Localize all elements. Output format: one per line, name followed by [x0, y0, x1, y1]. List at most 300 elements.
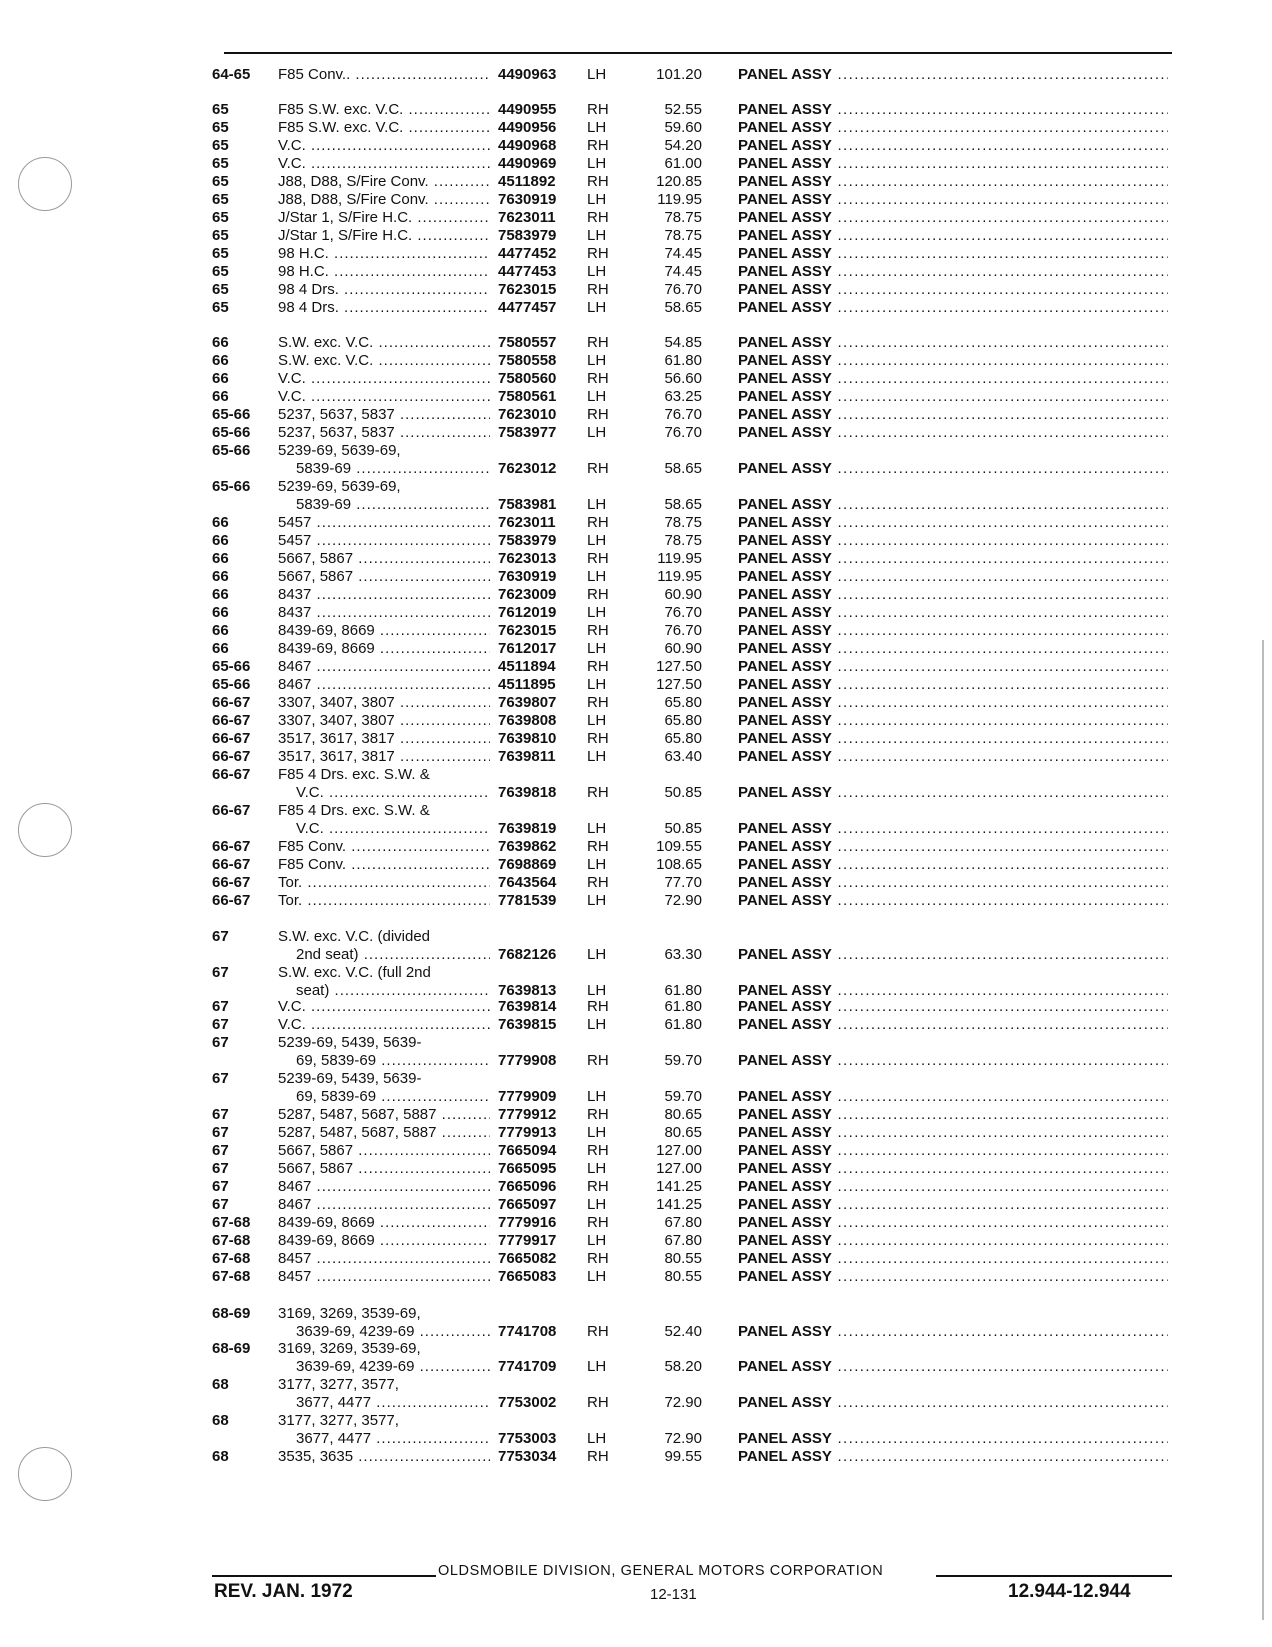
model-description: S.W. exc. V.C. ..... [278, 352, 490, 370]
model-year: 66 [212, 532, 229, 549]
part-name: PANEL ASSY ..... [738, 1178, 1168, 1196]
table-row [0, 334, 1272, 352]
table-row [0, 1160, 1272, 1178]
model-description: V.C. ..... [278, 388, 490, 406]
side: RH [587, 586, 609, 603]
model-description: 5667, 5867 ..... [278, 1142, 490, 1160]
table-row [0, 622, 1272, 640]
part-number: 7623012 [498, 460, 557, 477]
part-number: 7583979 [498, 227, 557, 244]
part-name: PANEL ASSY ..... [738, 424, 1168, 442]
model-description: 5457 ..... [278, 532, 490, 550]
part-name: PANEL ASSY ..... [738, 1232, 1168, 1250]
model-description: 5239-69, 5439, 5639- [278, 1034, 422, 1051]
price: 54.85 [664, 334, 702, 351]
model-description: F85 4 Drs. exc. S.W. & [278, 766, 430, 783]
part-name: PANEL ASSY ..... [738, 586, 1168, 604]
side: RH [587, 622, 609, 639]
model-description: 5239-69, 5639-69, [278, 442, 401, 459]
part-number: 7665082 [498, 1250, 557, 1267]
table-row [0, 1106, 1272, 1124]
side: LH [587, 856, 607, 873]
model-description: 3177, 3277, 3577, [278, 1376, 399, 1393]
part-name: PANEL ASSY ..... [738, 874, 1168, 892]
part-number: 7741709 [498, 1358, 557, 1375]
side: RH [587, 406, 609, 423]
model-year: 66 [212, 334, 229, 351]
price: 63.40 [664, 748, 702, 765]
model-description: 3517, 3617, 3817 ..... [278, 748, 490, 766]
part-number: 4490968 [498, 137, 557, 154]
model-description: 3169, 3269, 3539-69, [278, 1305, 421, 1322]
price: 52.40 [664, 1323, 702, 1340]
part-number: 4490969 [498, 155, 557, 172]
table-row [0, 245, 1272, 263]
side: RH [587, 1214, 609, 1231]
part-number: 7698869 [498, 856, 557, 873]
side: RH [587, 1178, 609, 1195]
model-description: 98 H.C. ..... [278, 263, 490, 281]
part-name: PANEL ASSY ..... [738, 1250, 1168, 1268]
model-year: 65 [212, 263, 229, 280]
part-name: PANEL ASSY ..... [738, 532, 1168, 550]
part-name: PANEL ASSY ..... [738, 1430, 1168, 1448]
side: LH [587, 155, 607, 172]
table-row [0, 66, 1272, 84]
part-number: 7643564 [498, 874, 557, 891]
side: LH [587, 532, 607, 549]
part-number: 7639813 [498, 982, 557, 999]
model-description-continued: 3677, 4477 ..... [296, 1394, 490, 1412]
side: LH [587, 1016, 607, 1033]
part-name: PANEL ASSY ..... [738, 982, 1168, 1000]
price: 58.20 [664, 1358, 702, 1375]
price: 80.65 [664, 1124, 702, 1141]
price: 127.50 [656, 676, 702, 693]
table-row-continuation [0, 1412, 1272, 1430]
model-description-continued: 69, 5839-69 ..... [296, 1052, 490, 1070]
part-name: PANEL ASSY ..... [738, 137, 1168, 155]
side: RH [587, 334, 609, 351]
table-row [0, 263, 1272, 281]
model-description: 5457 ..... [278, 514, 490, 532]
model-description: 8467 ..... [278, 1196, 490, 1214]
table-row [0, 694, 1272, 712]
model-year: 65 [212, 209, 229, 226]
model-year: 66 [212, 604, 229, 621]
price: 65.80 [664, 694, 702, 711]
part-number: 7583979 [498, 532, 557, 549]
model-description: 8467 ..... [278, 1178, 490, 1196]
side: LH [587, 1232, 607, 1249]
model-year: 68 [212, 1448, 229, 1465]
model-description: S.W. exc. V.C. (divided [278, 928, 431, 945]
table-row [0, 856, 1272, 874]
part-number: 7623015 [498, 622, 557, 639]
part-number: 7612017 [498, 640, 557, 657]
part-name: PANEL ASSY ..... [738, 550, 1168, 568]
part-number: 7779909 [498, 1088, 557, 1105]
model-year: 66-67 [212, 766, 251, 783]
model-year: 66 [212, 388, 229, 405]
part-number: 4511892 [498, 173, 556, 190]
table-row [0, 1124, 1272, 1142]
part-name: PANEL ASSY ..... [738, 1016, 1168, 1034]
footer-division: OLDSMOBILE DIVISION, GENERAL MOTORS CORPORATION [438, 1563, 884, 1579]
part-number: 4477457 [498, 299, 557, 316]
model-year: 64-65 [212, 66, 251, 83]
table-row [0, 1088, 1272, 1106]
model-description-continued: 5839-69 ..... [296, 460, 490, 478]
side: LH [587, 946, 607, 963]
part-name: PANEL ASSY ..... [738, 173, 1168, 191]
price: 58.65 [664, 299, 702, 316]
model-year: 65 [212, 227, 229, 244]
side: RH [587, 838, 609, 855]
model-description: 8437 ..... [278, 586, 490, 604]
price: 61.80 [664, 352, 702, 369]
price: 76.70 [664, 622, 702, 639]
table-row [0, 1250, 1272, 1268]
table-row [0, 155, 1272, 173]
price: 59.60 [664, 119, 702, 136]
price: 74.45 [664, 263, 702, 280]
price: 50.85 [664, 784, 702, 801]
side: LH [587, 227, 607, 244]
table-row-continuation [0, 1376, 1272, 1394]
model-year: 66-67 [212, 874, 251, 891]
side: LH [587, 191, 607, 208]
part-number: 7583981 [498, 496, 557, 513]
part-name: PANEL ASSY ..... [738, 730, 1168, 748]
part-number: 7583977 [498, 424, 557, 441]
model-description-continued: V.C. ..... [296, 820, 490, 838]
part-name: PANEL ASSY ..... [738, 119, 1168, 137]
part-number: 7623010 [498, 406, 557, 423]
model-description: 5287, 5487, 5687, 5887 ..... [278, 1124, 490, 1142]
model-year: 65-66 [212, 658, 251, 675]
part-name: PANEL ASSY ..... [738, 856, 1168, 874]
model-year: 65 [212, 281, 229, 298]
table-row [0, 1016, 1272, 1034]
price: 63.25 [664, 388, 702, 405]
model-description: V.C. ..... [278, 155, 490, 173]
table-row-continuation [0, 964, 1272, 982]
side: LH [587, 892, 607, 909]
table-row [0, 1052, 1272, 1070]
table-row [0, 227, 1272, 245]
model-year: 65-66 [212, 424, 251, 441]
model-description: Tor. ..... [278, 874, 490, 892]
price: 127.00 [656, 1160, 702, 1177]
price: 61.00 [664, 155, 702, 172]
model-year: 65-66 [212, 406, 251, 423]
part-number: 7639814 [498, 998, 557, 1015]
footer-rule-left [212, 1575, 436, 1577]
part-number: 7753002 [498, 1394, 557, 1411]
model-description: 3177, 3277, 3577, [278, 1412, 399, 1429]
table-row-continuation [0, 1034, 1272, 1052]
model-description: 3307, 3407, 3807 ..... [278, 694, 490, 712]
price: 141.25 [656, 1178, 702, 1195]
price: 74.45 [664, 245, 702, 262]
table-row [0, 299, 1272, 317]
price: 76.70 [664, 424, 702, 441]
table-row [0, 892, 1272, 910]
part-number: 7623011 [498, 209, 556, 226]
table-row [0, 352, 1272, 370]
model-description: V.C. ..... [278, 137, 490, 155]
price: 141.25 [656, 1196, 702, 1213]
side: RH [587, 1250, 609, 1267]
model-year: 67 [212, 1124, 229, 1141]
model-description: 3307, 3407, 3807 ..... [278, 712, 490, 730]
price: 78.75 [664, 532, 702, 549]
table-row [0, 784, 1272, 802]
side: RH [587, 245, 609, 262]
model-description: 8437 ..... [278, 604, 490, 622]
table-row [0, 946, 1272, 964]
price: 101.20 [656, 66, 702, 83]
price: 58.65 [664, 460, 702, 477]
side: LH [587, 640, 607, 657]
part-number: 7580561 [498, 388, 557, 405]
table-row [0, 676, 1272, 694]
part-name: PANEL ASSY ..... [738, 101, 1168, 119]
side: LH [587, 119, 607, 136]
part-name: PANEL ASSY ..... [738, 892, 1168, 910]
price: 119.95 [657, 568, 702, 585]
model-description: F85 S.W. exc. V.C. ..... [278, 101, 490, 119]
part-number: 7580558 [498, 352, 557, 369]
part-number: 7779912 [498, 1106, 557, 1123]
side: RH [587, 460, 609, 477]
model-year: 66-67 [212, 730, 251, 747]
price: 77.70 [664, 874, 702, 891]
model-year: 66-67 [212, 802, 251, 819]
part-name: PANEL ASSY ..... [738, 514, 1168, 532]
part-name: PANEL ASSY ..... [738, 640, 1168, 658]
footer-rule-right [936, 1575, 1172, 1577]
side: LH [587, 263, 607, 280]
model-year: 67-68 [212, 1232, 251, 1249]
model-description-continued: seat) ..... [296, 982, 490, 1000]
part-name: PANEL ASSY ..... [738, 460, 1168, 478]
model-year: 67 [212, 1070, 229, 1087]
model-description-continued: 3639-69, 4239-69 ..... [296, 1358, 490, 1376]
model-year: 66-67 [212, 856, 251, 873]
part-name: PANEL ASSY ..... [738, 1448, 1168, 1466]
model-description: J/Star 1, S/Fire H.C. ..... [278, 209, 490, 227]
model-year: 67 [212, 1106, 229, 1123]
price: 50.85 [664, 820, 702, 837]
table-row [0, 496, 1272, 514]
part-name: PANEL ASSY ..... [738, 622, 1168, 640]
table-row [0, 532, 1272, 550]
table-row [0, 281, 1272, 299]
model-year: 66-67 [212, 748, 251, 765]
side: RH [587, 1448, 609, 1465]
part-name: PANEL ASSY ..... [738, 1088, 1168, 1106]
side: LH [587, 1088, 607, 1105]
model-year: 66-67 [212, 892, 251, 909]
table-row [0, 1394, 1272, 1412]
part-name: PANEL ASSY ..... [738, 1196, 1168, 1214]
part-number: 7779913 [498, 1124, 557, 1141]
part-number: 7665096 [498, 1178, 557, 1195]
part-number: 7623009 [498, 586, 557, 603]
price: 120.85 [656, 173, 702, 190]
model-year: 65-66 [212, 676, 251, 693]
model-description-continued: 5839-69 ..... [296, 496, 490, 514]
table-row-continuation [0, 478, 1272, 496]
price: 78.75 [664, 514, 702, 531]
model-year: 66 [212, 586, 229, 603]
side: RH [587, 730, 609, 747]
side: LH [587, 388, 607, 405]
side: LH [587, 352, 607, 369]
model-year: 65 [212, 191, 229, 208]
price: 56.60 [664, 370, 702, 387]
table-row [0, 820, 1272, 838]
side: LH [587, 568, 607, 585]
table-row-continuation [0, 1070, 1272, 1088]
model-year: 65 [212, 299, 229, 316]
side: RH [587, 1394, 609, 1411]
model-description: 98 4 Drs. ..... [278, 281, 490, 299]
table-row-continuation [0, 802, 1272, 820]
model-description: 8439-69, 8669 ..... [278, 622, 490, 640]
table-row [0, 370, 1272, 388]
side: LH [587, 1124, 607, 1141]
side: LH [587, 1430, 607, 1447]
model-year: 68-69 [212, 1305, 251, 1322]
model-description: S.W. exc. V.C. ..... [278, 334, 490, 352]
side: LH [587, 1160, 607, 1177]
price: 65.80 [664, 730, 702, 747]
table-row [0, 388, 1272, 406]
side: RH [587, 1142, 609, 1159]
model-year: 66 [212, 622, 229, 639]
table-row [0, 640, 1272, 658]
model-year: 66 [212, 640, 229, 657]
price: 72.90 [664, 1430, 702, 1447]
part-name: PANEL ASSY ..... [738, 568, 1168, 586]
price: 60.90 [664, 586, 702, 603]
part-name: PANEL ASSY ..... [738, 227, 1168, 245]
model-description: 8439-69, 8669 ..... [278, 640, 490, 658]
model-year: 65 [212, 101, 229, 118]
side: RH [587, 137, 609, 154]
part-name: PANEL ASSY ..... [738, 1142, 1168, 1160]
footer-revision: REV. JAN. 1972 [214, 1581, 353, 1602]
price: 61.80 [664, 1016, 702, 1033]
model-year: 66 [212, 568, 229, 585]
part-number: 7682126 [498, 946, 557, 963]
part-name: PANEL ASSY ..... [738, 496, 1168, 514]
model-description: V.C. ..... [278, 1016, 490, 1034]
model-description: 8439-69, 8669 ..... [278, 1214, 490, 1232]
side: RH [587, 658, 609, 675]
part-name: PANEL ASSY ..... [738, 604, 1168, 622]
price: 78.75 [664, 227, 702, 244]
model-year: 66 [212, 352, 229, 369]
table-row [0, 1268, 1272, 1286]
side: LH [587, 1358, 607, 1375]
part-number: 4511894 [498, 658, 556, 675]
model-description: F85 4 Drs. exc. S.W. & [278, 802, 430, 819]
part-number: 7753003 [498, 1430, 557, 1447]
model-year: 65 [212, 137, 229, 154]
table-row [0, 119, 1272, 137]
side: RH [587, 784, 609, 801]
model-description-continued: 69, 5839-69 ..... [296, 1088, 490, 1106]
table-row-continuation [0, 1305, 1272, 1323]
model-year: 67 [212, 964, 229, 981]
side: RH [587, 281, 609, 298]
side: RH [587, 550, 609, 567]
part-number: 7779917 [498, 1232, 557, 1249]
model-year: 67 [212, 928, 229, 945]
table-row [0, 173, 1272, 191]
model-description: 5287, 5487, 5687, 5887 ..... [278, 1106, 490, 1124]
table-row [0, 1323, 1272, 1341]
side: RH [587, 694, 609, 711]
table-row [0, 514, 1272, 532]
price: 72.90 [664, 892, 702, 909]
table-row [0, 874, 1272, 892]
table-row [0, 1178, 1272, 1196]
part-number: 7639819 [498, 820, 557, 837]
price: 78.75 [664, 209, 702, 226]
model-description: J88, D88, S/Fire Conv. ..... [278, 173, 490, 191]
model-year: 67 [212, 1196, 229, 1213]
side: LH [587, 1196, 607, 1213]
table-row-continuation [0, 766, 1272, 784]
side: LH [587, 676, 607, 693]
part-name: PANEL ASSY ..... [738, 299, 1168, 317]
part-name: PANEL ASSY ..... [738, 352, 1168, 370]
part-name: PANEL ASSY ..... [738, 406, 1168, 424]
model-year: 65 [212, 245, 229, 262]
part-number: 7639808 [498, 712, 557, 729]
side: LH [587, 712, 607, 729]
price: 60.90 [664, 640, 702, 657]
model-description: 5237, 5637, 5837 ..... [278, 406, 490, 424]
part-name: PANEL ASSY ..... [738, 820, 1168, 838]
price: 99.55 [664, 1448, 702, 1465]
part-number: 7665094 [498, 1142, 557, 1159]
side: RH [587, 1052, 609, 1069]
model-year: 67 [212, 1142, 229, 1159]
side: LH [587, 982, 607, 999]
model-description: F85 Conv. ..... [278, 856, 490, 874]
side: LH [587, 424, 607, 441]
part-name: PANEL ASSY ..... [738, 712, 1168, 730]
model-description: 5237, 5637, 5837 ..... [278, 424, 490, 442]
part-name: PANEL ASSY ..... [738, 658, 1168, 676]
table-row [0, 1430, 1272, 1448]
model-year: 67-68 [212, 1214, 251, 1231]
part-number: 7779916 [498, 1214, 557, 1231]
side: RH [587, 1106, 609, 1123]
table-row [0, 460, 1272, 478]
part-name: PANEL ASSY ..... [738, 334, 1168, 352]
side: RH [587, 173, 609, 190]
side: RH [587, 101, 609, 118]
table-row [0, 568, 1272, 586]
table-row [0, 550, 1272, 568]
